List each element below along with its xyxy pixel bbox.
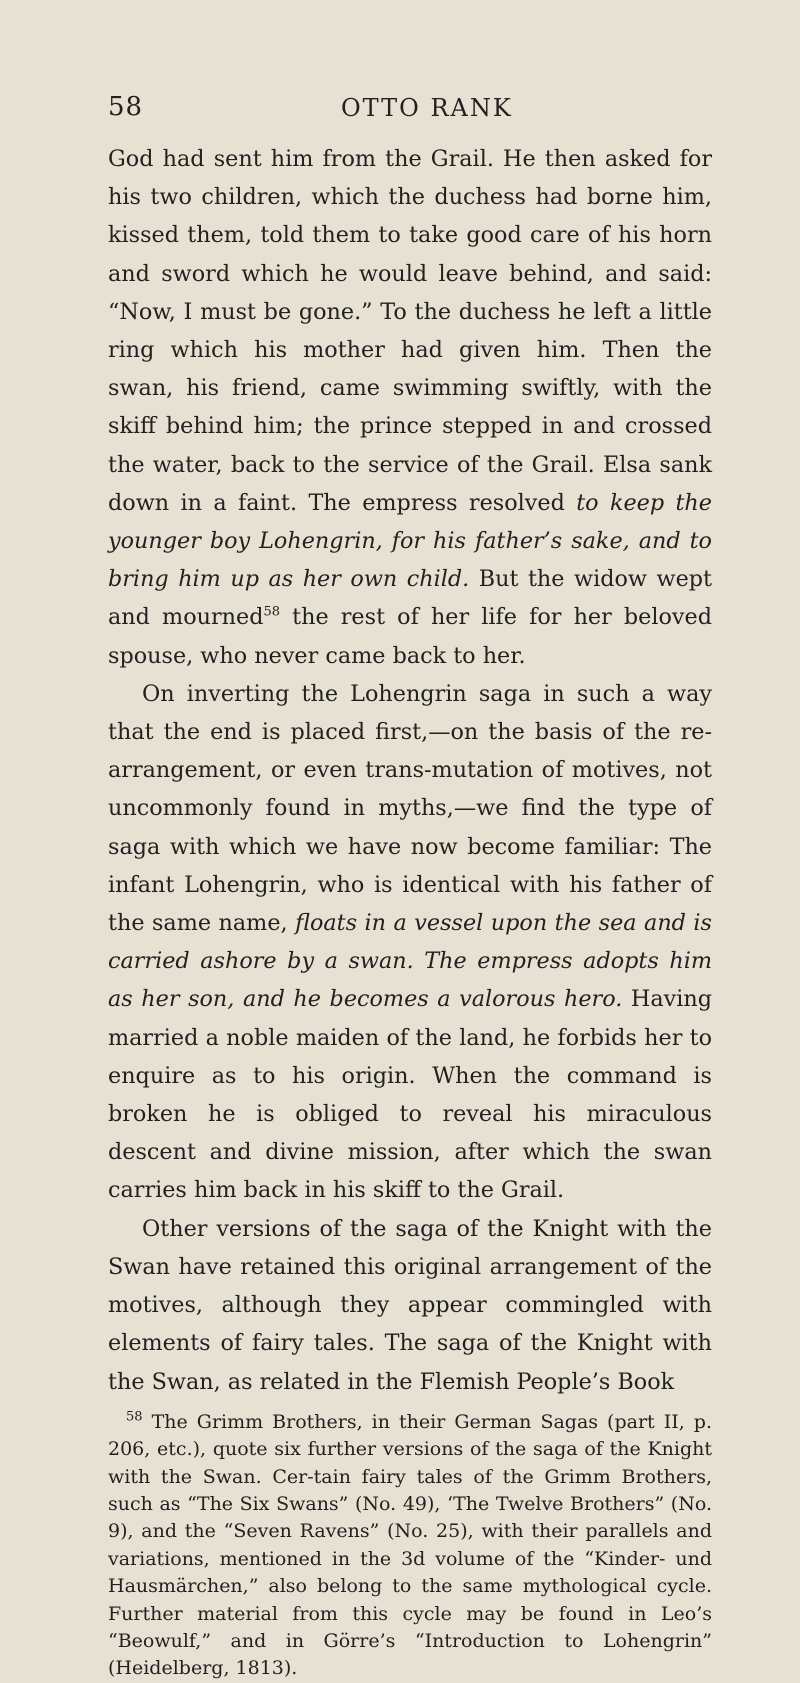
- body-text: [108, 140, 712, 1401]
- footnote-reference: 58: [263, 605, 281, 621]
- paragraph: [108, 675, 712, 1210]
- text-run: God had sent him from the Grail. He then asked for his two children, which the duchess had borne him, kissed them, told them to take good care of his horn and sword which he would leave behind, and said: “Now, I must be gone.” To the duchess he left a little ring which his mother had given him. Then the swan, his friend, came swimming swiftly, with the skiff behind him; the prince stepped in and crossed the water, back to the service of the Grail. Elsa sank down in a faint. The empress resolved: [108, 146, 712, 516]
- text-run: the rest of her life for her beloved spouse, who never came back to her.: [108, 604, 712, 669]
- text-run: Other versions of the saga of the Knight with the Swan have retained this original arrangement of the motives, although they appear commingled with elements of fairy tales. The saga of the Knight with the Swan, as related in the Flemish People’s Book: [108, 1215, 712, 1395]
- running-title: OTTO RANK: [341, 94, 513, 122]
- paragraph: [108, 1210, 712, 1401]
- page-number: 58: [108, 92, 144, 122]
- text-run: Having married a noble maiden of the land, he forbids her to enquire as to his origin. When the command is broken he is obliged to reveal his miraculous descent and divine mission, after which the swan carries him back in his skiff to the Grail.: [108, 986, 713, 1204]
- paragraph: [108, 140, 712, 675]
- footnote: [108, 1409, 712, 1683]
- italic-text: to keep the younger boy Lohengrin, for his father’s sake, and to bring him up as her own child.: [108, 489, 712, 593]
- footnote-text: The Grimm Brothers, in their German Sagas (part II, p. 206, etc.), quote six further versions of the saga of the Knight with the Swan. Cer-tain fairy tales of the Grimm Brothers, such as “The Six Swans” (No. 49), ‘The Twelve Brothers” (No. 9), and the “Seven Ravens” (No. 25), with their parallels and variations, mentioned in the 3d volume of the “Kinder- und Hausmärchen,” also belong to the same mythological cycle. Further material from this cycle may be found in Leo’s “Beowulf,” and in Görre’s “Introduction to Lohengrin” (Heidelberg, 1813).: [108, 1410, 712, 1680]
- text-run: On inverting the Lohengrin saga in such a way that the end is placed first,—on the basis of the re-arrangement, or even trans-mutation of motives, not uncommonly found in myths,—we find the type of saga with which we have now become familiar: The infant Lohengrin, who is identical with his father of the same name,: [108, 680, 712, 937]
- footnote-marker: 58: [126, 1409, 143, 1425]
- text-run: But the widow wept and mourned: [108, 566, 712, 631]
- running-head: [108, 92, 712, 140]
- italic-text: floats in a vessel upon the sea and is carried ashore by a swan. The empress adopts him as her son, and he becomes a valorous hero.: [108, 910, 713, 1013]
